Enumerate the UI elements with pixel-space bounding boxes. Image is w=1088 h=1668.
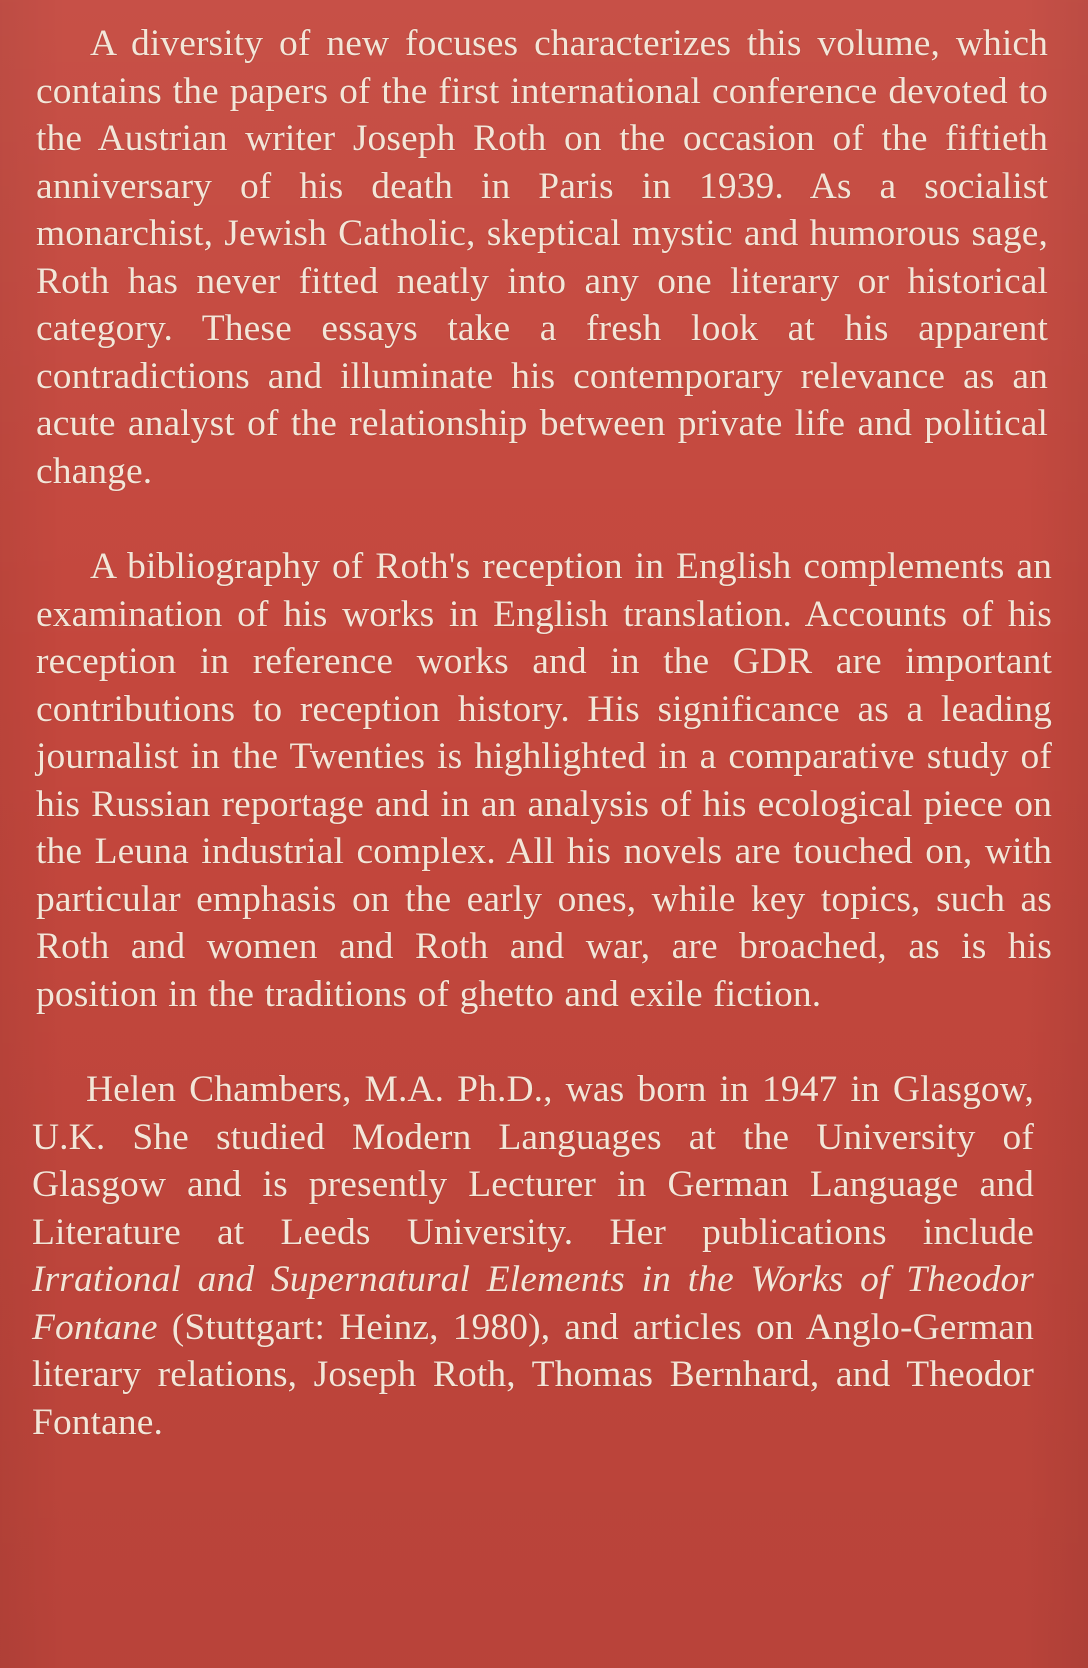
volume-description-paragraph: A diversity of new focuses characterizes this volume, which contains the papers of the first international conference devoted to the Austrian writer Joseph Roth on the occasion of the fiftieth anniversary of his death in Paris in 1939. As a socialist monarchist, Jewish Catholic, skeptical mystic and humorous sage, Roth has never fitted neatly into any one literary or historical category. These essays take a fresh look at his apparent contradictions and illuminate his contemporary relevance as an acute analyst of the relationship between private life and political change. (36, 23, 1048, 492)
editor-bio-paragraph (32, 1066, 1034, 1446)
book-title: Irrational and Supernatural Elements in the Works of Theodor Fontane (32, 1259, 1034, 1348)
reception-paragraph: A bibliography of Roth's reception in English complements an examination of his works in English translation. Accounts of his reception in reference works and in the GDR are important contributions to reception history. His significance as a leading journalist in the Twenties is highlighted in a comparative study of his Russian reportage and in an analysis of his ecological piece on the Leuna industrial complex. All his novels are touched on, with particular emphasis on the early ones, while key topics, such as Roth and women and Roth and war, are broached, as is his position in the traditions of ghetto and exile fiction. (36, 546, 1052, 1015)
bio-text-after-title: (Stuttgart: Heinz, 1980), and articles on Anglo-German literary relations, Joseph Roth, Thomas Bernhard, and Theodor Fontane. (32, 1306, 1034, 1443)
bio-text-before-title: Helen Chambers, M.A. Ph.D., was born in 1947 in Glasgow, U.K. She studied Modern Languages at the University of Glasgow and is presently Lecturer in German Language and Literature at Leeds University. Her publications include (32, 1069, 1034, 1253)
